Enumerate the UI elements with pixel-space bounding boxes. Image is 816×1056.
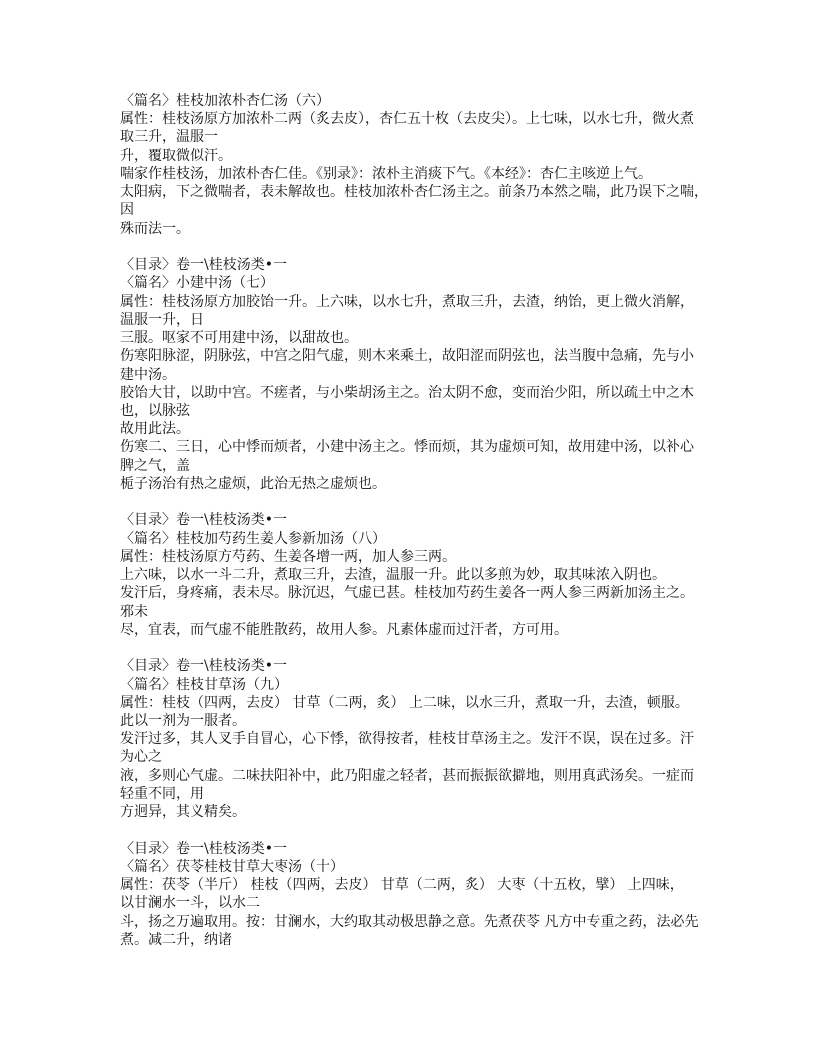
text-line: 发汗后，身疼痛，表未尽。脉沉迟，气虚已甚。桂枝加芍药生姜各一两人参三两新加汤主之。	[120, 585, 694, 602]
blank-line	[120, 639, 720, 657]
text-line: 属性：桂枝汤原方加胶饴一升。上六味，以水七升，煮取三升，去渣，纳饴，更上微火消解，	[120, 293, 694, 310]
text-line: 斗，扬之万遍取用。按：甘澜水，大约取其动极思静之意。先煮茯苓 凡方中专重之药，法必先	[120, 913, 699, 930]
blank-line	[120, 821, 720, 839]
blank-line	[120, 493, 720, 511]
text-line: 〈篇名〉茯苓桂枝甘草大枣汤（十）	[120, 858, 344, 875]
text-line: 煮。减二升，纳诸	[120, 931, 232, 948]
text-line: 〈篇名〉桂枝加芍药生姜人参新加汤（八）	[120, 530, 386, 547]
document-page	[120, 92, 720, 949]
text-line: 故用此法。	[120, 421, 190, 438]
document-section	[120, 657, 720, 821]
text-line: 栀子汤治有热之虚烦，此治无热之虚烦也。	[120, 475, 386, 492]
text-line: 为心之	[120, 749, 162, 766]
text-line: 胶饴大甘，以助中宫。不瘥者，与小柴胡汤主之。治太阴不愈，变而治少阳，所以疏土中之木	[120, 384, 694, 401]
blank-line	[120, 238, 720, 256]
text-line: 属性：桂枝汤原方芍药、生姜各增一两，加人参三两。	[120, 548, 456, 565]
text-line: 尽，宜表，而气虚不能胜散药，故用人参。凡素体虚而过汗者，方可用。	[120, 621, 568, 638]
text-line: 〈目录〉卷一\桂枝汤类•一	[120, 257, 287, 274]
document-section	[120, 840, 720, 949]
document-section	[120, 256, 720, 493]
text-line: 建中汤。	[120, 366, 176, 383]
text-line: 伤寒阳脉涩，阴脉弦，中宫之阳气虚，则木来乘土，故阳涩而阴弦也，法当腹中急痛，先与小	[120, 348, 694, 365]
document-section	[120, 92, 720, 238]
text-line: 属性：茯苓（半斤） 桂枝（四两，去皮） 甘草（二两，炙） 大枣（十五枚，擘） 上四味，	[120, 877, 684, 894]
text-line: 上六味，以水一斗二升，煮取三升，去渣，温服一升。此以多煎为妙，取其味浓入阴也。	[120, 567, 666, 584]
text-line: 属性：桂枝（四两，去皮） 甘草（二两，炙） 上二味，以水三升，煮取一升，去渣，顿服。	[120, 694, 689, 711]
text-line: 方迥异，其义精矣。	[120, 804, 246, 821]
text-line: 也，以脉弦	[120, 402, 190, 419]
text-line: 因	[120, 202, 134, 219]
text-line: 此以一剂为一服者。	[120, 712, 246, 729]
text-line: 〈篇名〉小建中汤（七）	[120, 275, 274, 292]
text-line: 取三升，温服一	[120, 129, 218, 146]
text-line: 太阳病，下之微喘者，表未解故也。桂枝加浓朴杏仁汤主之。前条乃本然之喘，此乃误下之喘，	[120, 184, 708, 201]
text-line: 殊而法一。	[120, 220, 190, 237]
text-line: 轻重不同，用	[120, 785, 204, 802]
text-line: 〈篇名〉桂枝甘草汤（九）	[120, 676, 288, 693]
text-line: 发汗过多，其人叉手自冒心，心下悸，欲得按者，桂枝甘草汤主之。发汗不误，误在过多。汗	[120, 731, 694, 748]
text-line: 三服。呕家不可用建中汤，以甜故也。	[120, 330, 358, 347]
text-line: 属性：桂枝汤原方加浓朴二两（炙去皮），杏仁五十枚（去皮尖）。上七味，以水七升，微火煮	[120, 111, 694, 128]
text-line: 〈目录〉卷一\桂枝汤类•一	[120, 840, 287, 857]
text-line: 〈目录〉卷一\桂枝汤类•一	[120, 658, 287, 675]
text-line: 脾之气，盖	[120, 457, 190, 474]
text-line: 〈目录〉卷一\桂枝汤类•一	[120, 512, 287, 529]
document-section	[120, 511, 720, 639]
text-line: 邪未	[120, 603, 148, 620]
text-line: 喘家作桂枝汤，加浓朴杏仁佳。《别录》：浓朴主消痰下气。《本经》：杏仁主咳逆上气。	[120, 165, 652, 182]
text-line: 伤寒二、三日，心中悸而烦者，小建中汤主之。悸而烦，其为虚烦可知，故用建中汤，以补心	[120, 439, 694, 456]
text-line: 〈篇名〉桂枝加浓朴杏仁汤（六）	[120, 93, 330, 109]
text-line: 以甘澜水一斗，以水二	[120, 895, 260, 912]
text-line: 温服一升，日	[120, 311, 204, 328]
text-line: 升，覆取微似汗。	[120, 147, 232, 164]
text-line: 液，多则心气虚。二味扶阳补中，此乃阳虚之轻者，甚而振振欲擗地，则用真武汤矣。一症而	[120, 767, 694, 784]
